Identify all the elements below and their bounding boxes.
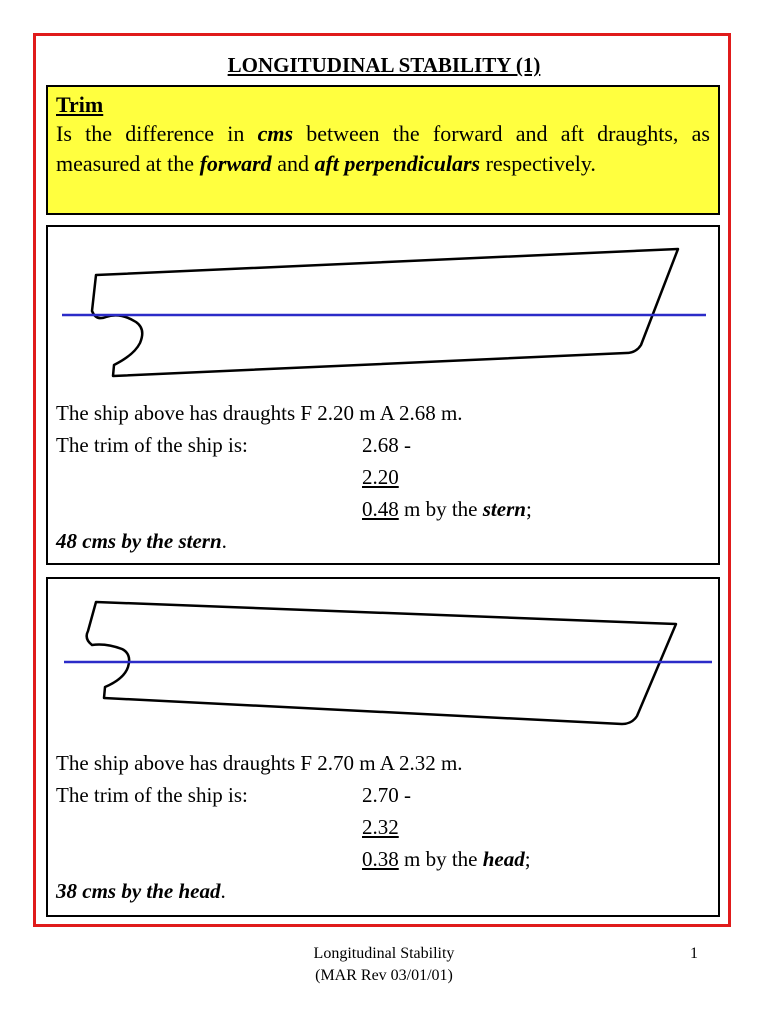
definition-emphasis-cms: cms — [257, 121, 294, 146]
ship-diagram-head-trim — [48, 579, 718, 749]
aft-draught-value: 2.32 — [362, 815, 399, 839]
ship-hull-outline — [92, 249, 678, 376]
definition-box — [46, 85, 720, 215]
example-text-head — [56, 747, 531, 907]
trim-label: The trim of the ship is: — [56, 783, 248, 807]
draughts-line: The ship above has draughts F 2.70 m A 2.32 m. — [56, 751, 463, 775]
trim-conclusion-emphasis: 48 cms by the stern — [56, 529, 222, 553]
trim-direction: head — [482, 847, 525, 871]
forward-draught-value: 2.20 — [362, 465, 399, 489]
page-number: 1 — [690, 945, 698, 962]
ship-diagram-stern-trim — [48, 227, 718, 397]
trim-direction: stern — [482, 497, 526, 521]
definition-emphasis-aft-perpendiculars: aft perpendiculars — [314, 151, 481, 176]
trim-result-end: ; — [524, 847, 531, 871]
footer-revision: (MAR Rev 03/01/01) — [315, 967, 453, 984]
definition-emphasis-forward: forward — [199, 151, 272, 176]
trim-label: The trim of the ship is: — [56, 433, 248, 457]
example-panel-head — [46, 577, 720, 917]
page-title: LONGITUDINAL STABILITY (1) — [227, 53, 541, 77]
definition-text-part: respectively. — [480, 151, 596, 176]
aft-draught-row — [56, 811, 463, 843]
example-panel-stern — [46, 225, 720, 565]
draughts-line: The ship above has draughts F 2.20 m A 2.68 m. — [56, 401, 463, 425]
trim-conclusion-emphasis: 38 cms by the head — [56, 879, 221, 903]
forward-draught-value: 2.70 - — [362, 783, 411, 807]
definition-term: Trim — [56, 92, 104, 117]
definition-text-part: between the forward and aft draughts, as measured at the — [56, 121, 710, 176]
trim-result-text: m by the — [398, 497, 483, 521]
trim-result-row — [56, 843, 531, 875]
trim-calc-line — [56, 429, 463, 461]
footer-title: Longitudinal Stability — [313, 945, 455, 962]
trim-result-value: 0.38 — [362, 847, 399, 871]
trim-result-row — [56, 493, 532, 525]
definition-text — [56, 119, 710, 179]
trim-conclusion — [56, 525, 463, 557]
example-text-stern — [56, 397, 532, 557]
trim-result-text: m by the — [398, 847, 483, 871]
trim-result-value: 0.48 — [362, 497, 399, 521]
trim-calc-line — [56, 779, 463, 811]
page-footer — [0, 943, 768, 987]
forward-draught-row — [56, 461, 463, 493]
definition-text-part: and — [271, 151, 315, 176]
trim-result-end: ; — [525, 497, 532, 521]
trim-conclusion-end: . — [221, 529, 227, 553]
aft-draught-value: 2.68 - — [362, 433, 411, 457]
definition-text-part: Is the difference in — [56, 121, 258, 146]
trim-conclusion-end: . — [220, 879, 226, 903]
trim-conclusion — [56, 875, 463, 907]
